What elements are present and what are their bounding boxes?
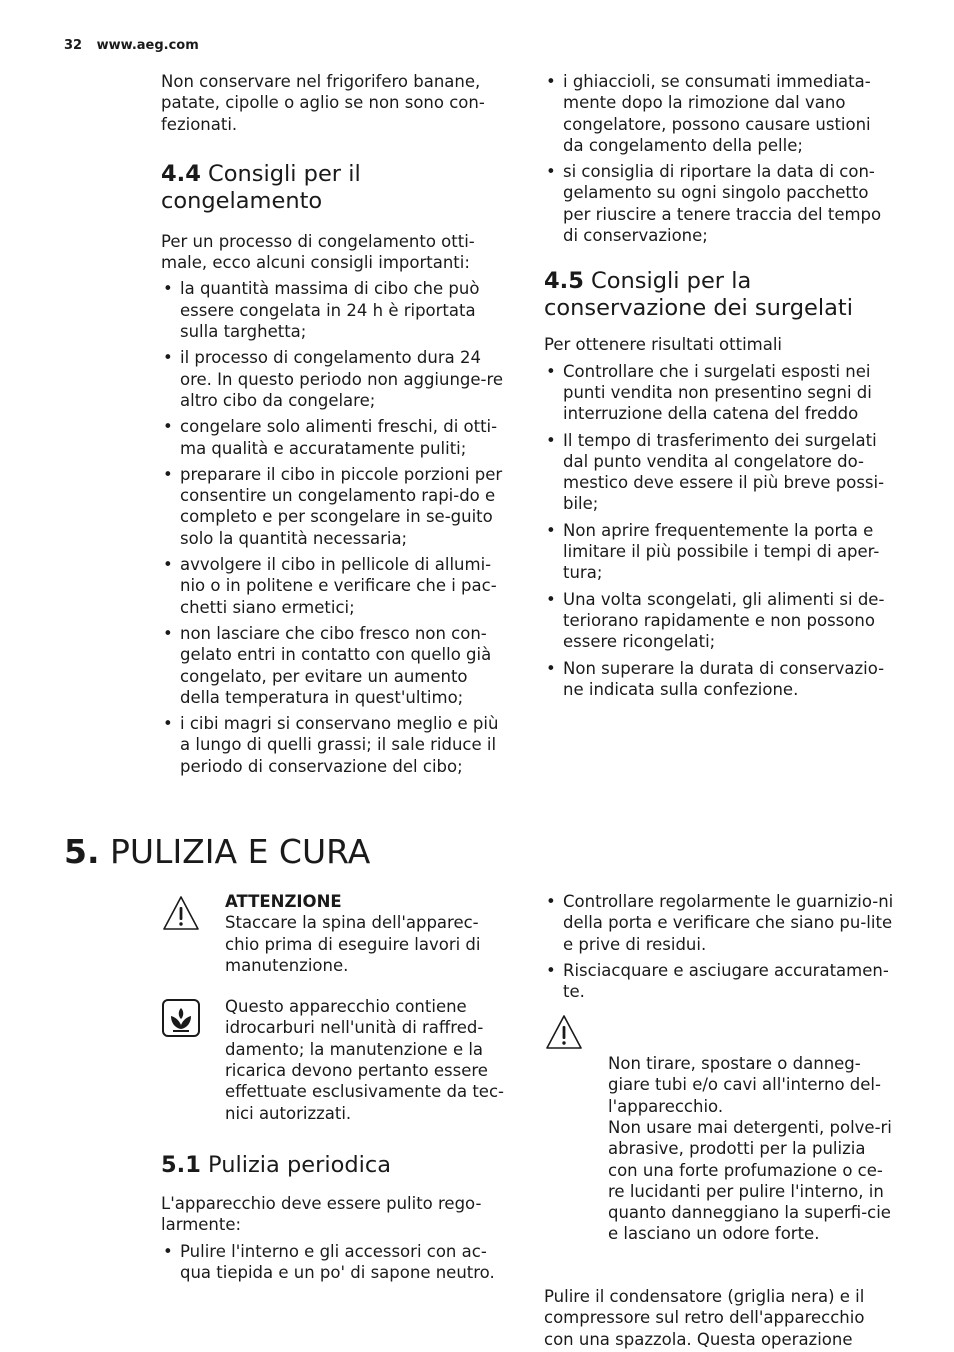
list-item: • Pulire l'interno e gli accessori con ac-qua tiepida e un po' di sapone neutro. (161, 1241, 511, 1284)
warning-text: Non tirare, spostare o danneg-giare tubi e/o cavi all'interno del-l'apparecchio. Non usare mai detergenti, polve-ri abrasive, prodotti per la pulizia con una forte profumazione o ce-re lucidanti per pulire l'interno, in quanto danneggiano la superfi-cie e lasciano un odore forte. (608, 1054, 892, 1244)
chapter-title (64, 832, 370, 872)
closing-paragraph: Pulire il condensatore (griglia nera) e il compressore sul retro dell'apparecchio con una spazzola. Questa operazione (544, 1287, 865, 1349)
frozen-storage-list (544, 361, 894, 700)
section-intro: Per ottenere risultati ottimali (544, 335, 783, 355)
list-item: • la quantità massima di cibo che può essere congelata in 24 h è riportata sulla targhetta; (161, 278, 511, 342)
chapter5-right-column (544, 891, 894, 1350)
list-item: • il processo di congelamento dura 24 ore. In questo periodo non aggiunge-re altro cibo da congelare; (161, 347, 511, 411)
freezing-tips-list (161, 278, 511, 777)
warning-note (544, 1010, 894, 1266)
list-item: • Non aprire frequentemente la porta e limitare il più possibile i tempi di aper-tura; (544, 520, 894, 584)
section-4-5-heading (544, 268, 894, 322)
chapter5-left-column (161, 891, 511, 1288)
section-title: Consigli per la conservazione dei surgelati (544, 268, 854, 322)
section-title: Consigli per il congelamento (161, 160, 361, 214)
list-item: • Controllare regolarmente le guarnizio-ni della porta e verificare che siano pu-lite e prive di residui. (544, 891, 894, 955)
warning-note (161, 891, 511, 976)
warning-triangle-icon (161, 893, 201, 933)
list-item: • congelare solo alimenti freschi, di otti-ma qualità e accuratamente puliti; (161, 416, 511, 459)
section-5-1-heading (161, 1152, 511, 1179)
right-column-top (544, 71, 894, 705)
section-number: 4.5 (544, 268, 584, 295)
intro-paragraph: Non conservare nel frigorifero banane, patate, cipolle o aglio se non sono con-fezionati. (161, 72, 485, 134)
freezing-tips-continued-list (544, 71, 894, 246)
section-4-4-heading (161, 161, 511, 215)
section-number: 5.1 (161, 1151, 201, 1178)
warning-text: Staccare la spina dell'apparec-chio prima di eseguire lavori di manutenzione. (225, 913, 481, 975)
list-item: • Non superare la durata di conservazio-ne indicata sulla confezione. (544, 658, 894, 701)
list-item: • non lasciare che cibo fresco non con-gelato entri in contatto con quello già congelato, per evitare un aumento della temperatura in quest'ultimo; (161, 623, 511, 708)
cleaning-list-continued (544, 891, 894, 1002)
list-item: • avvolgere il cibo in pellicole di allumi-nio o in politene e verificare che i pac-chetti siano ermetici; (161, 554, 511, 618)
page-number: 32 (64, 38, 83, 53)
page-header (64, 38, 199, 53)
list-item: • Una volta scongelati, gli alimenti si de-teriorano rapidamente e non possono essere ricongelati; (544, 589, 894, 653)
website-url[interactable]: www.aeg.com (96, 38, 199, 53)
list-item: • Controllare che i surgelati esposti nei punti vendita non presentino segni di interruzione della catena del freddo (544, 361, 894, 425)
list-item: • i ghiaccioli, se consumati immediata-mente dopo la rimozione dal vano congelatore, possono causare ustioni da congelamento della pelle; (544, 71, 894, 156)
section-intro: Per un processo di congelamento otti-male, ecco alcuni consigli importanti: (161, 231, 475, 273)
list-item: • Risciacquare e asciugare accuratamen-te. (544, 960, 894, 1003)
chapter-number: 5. (64, 832, 100, 871)
warning-title: ATTENZIONE (225, 892, 342, 911)
list-item: • Il tempo di trasferimento dei surgelati dal punto vendita al congelatore do-mestico deve essere il più breve possi-bile; (544, 430, 894, 515)
section-number: 4.4 (161, 160, 201, 187)
section-title: Pulizia periodica (208, 1151, 392, 1178)
list-item: • preparare il cibo in piccole porzioni per consentire un congelamento rapi-do e completo e per scongelare in se-guito solo la quantità necessaria; (161, 464, 511, 549)
section-intro: L'apparecchio deve essere pulito rego-larmente: (161, 1193, 482, 1235)
warning-triangle-icon (544, 1012, 584, 1052)
environment-icon (161, 998, 201, 1038)
list-item: • i cibi magri si conservano meglio e più a lungo di quelli grassi; il sale riduce il periodo di conservazione del cibo; (161, 713, 511, 777)
environment-note (161, 996, 511, 1124)
environment-text: Questo apparecchio contiene idrocarburi nell'unità di raffred-damento; la manutenzione e la ricarica devono pertanto essere effettuate esclusivamente da tec-nici autorizzati. (225, 997, 504, 1123)
chapter-name: PULIZIA E CURA (110, 832, 371, 871)
list-item: • si consiglia di riportare la data di con-gelamento su ogni singolo pacchetto per riuscire a tenere traccia del tempo di conservazione; (544, 161, 894, 246)
left-column-top (161, 71, 511, 782)
cleaning-list (161, 1241, 511, 1284)
